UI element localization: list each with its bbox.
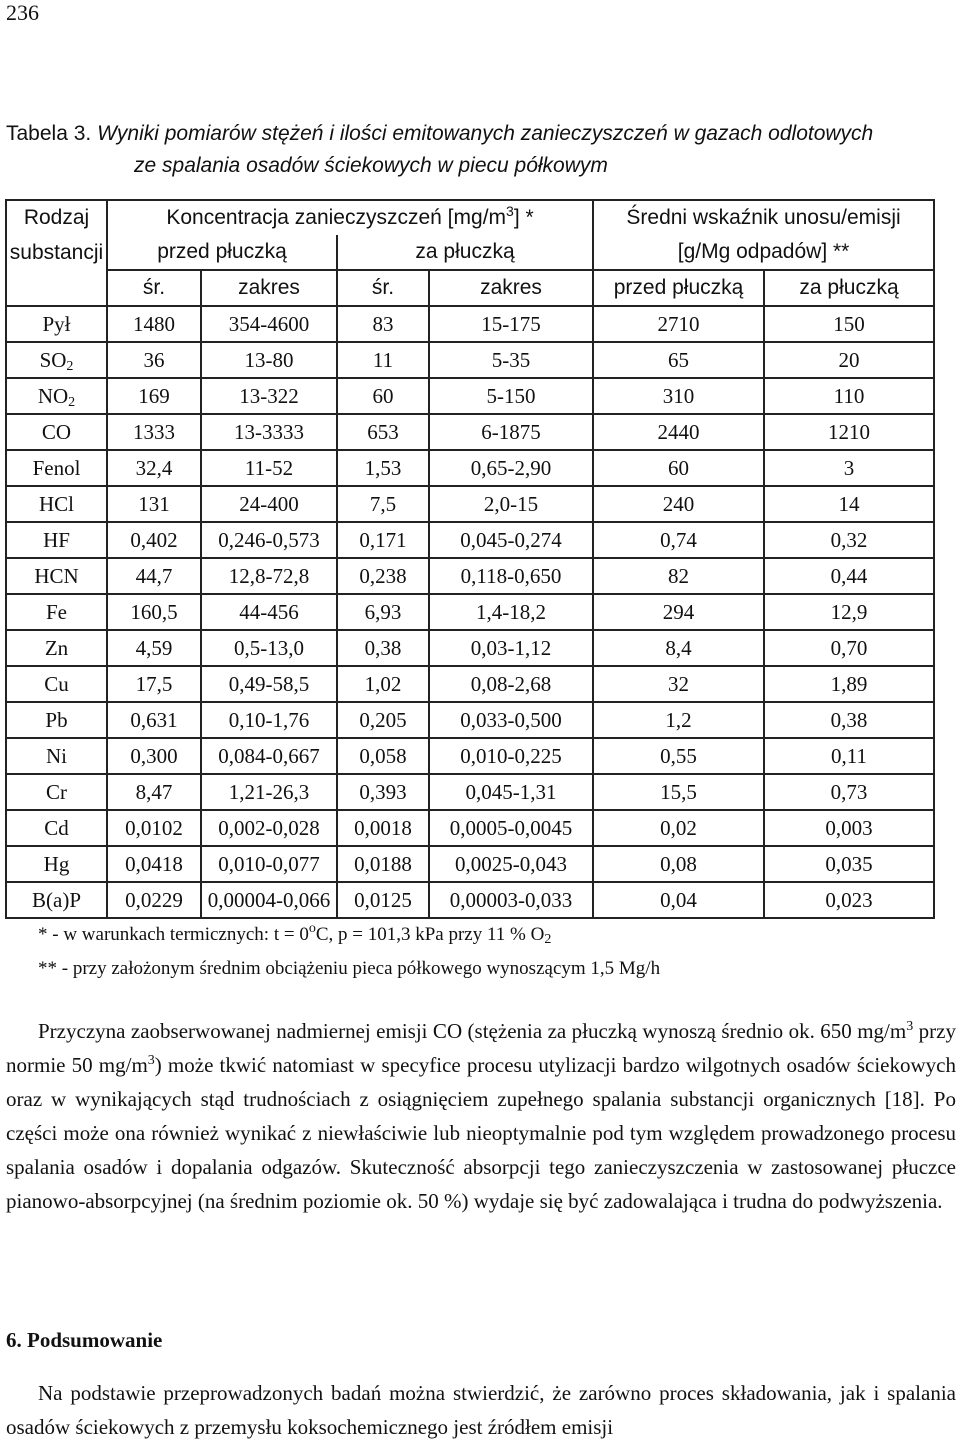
cell-c: 6,93 — [337, 594, 429, 630]
cell-c: 0,393 — [337, 774, 429, 810]
cell-c: 11 — [337, 342, 429, 378]
footnote-1-sub: 2 — [544, 932, 552, 947]
closing-paragraph — [6, 1376, 956, 1444]
table-row — [6, 774, 934, 810]
header-sr-1: śr. — [107, 270, 201, 306]
table-row — [6, 378, 934, 414]
cell-e: 8,4 — [593, 630, 764, 666]
substance-name: HCl — [38, 491, 74, 516]
substance-name: Fenol — [32, 455, 81, 480]
cell-d: 5-150 — [429, 378, 593, 414]
cell-e: 60 — [593, 450, 764, 486]
cell-d: 0,65-2,90 — [429, 450, 593, 486]
cell-a: 131 — [107, 486, 201, 522]
header-sr-2: śr. — [337, 270, 429, 306]
results-table — [5, 199, 935, 919]
cell-c: 0,205 — [337, 702, 429, 738]
cell-a: 32,4 — [107, 450, 201, 486]
paragraph-1-sup-1: 3 — [906, 1019, 914, 1034]
cell-e: 65 — [593, 342, 764, 378]
cell-d: 2,0-15 — [429, 486, 593, 522]
substance-name: SO — [39, 347, 67, 372]
paragraph-1-part-2: przy normie 50 mg/m — [6, 1019, 956, 1077]
table-row — [6, 738, 934, 774]
cell-d: 5-35 — [429, 342, 593, 378]
cell-b: 0,084-0,667 — [201, 738, 337, 774]
header-koncentracja-text: Koncentracja zanieczyszczeń [mg/m — [166, 206, 507, 229]
header-przed-2: przed płuczką — [593, 270, 764, 306]
cell-d: 0,010-0,225 — [429, 738, 593, 774]
cell-e: 1,2 — [593, 702, 764, 738]
cell-e: 2440 — [593, 414, 764, 450]
cell-f: 0,11 — [764, 738, 934, 774]
cell-c: 1,53 — [337, 450, 429, 486]
cell-f: 0,73 — [764, 774, 934, 810]
cell-e: 0,02 — [593, 810, 764, 846]
cell-substance — [6, 414, 107, 450]
cell-f: 12,9 — [764, 594, 934, 630]
cell-b: 12,8-72,8 — [201, 558, 337, 594]
closing-text: Na podstawie przeprowadzonych badań można stwierdzić, że zarówno proces składowania, jak i spalania osadów ściekowych z przemysłu koksochemicznego jest źródłem emisji — [6, 1381, 956, 1439]
table-row — [6, 630, 934, 666]
cell-substance — [6, 810, 107, 846]
cell-f: 0,003 — [764, 810, 934, 846]
cell-f: 150 — [764, 306, 934, 342]
table-row — [6, 810, 934, 846]
cell-a: 0,0418 — [107, 846, 201, 882]
cell-f: 0,70 — [764, 630, 934, 666]
header-zakres-1: zakres — [201, 270, 337, 306]
cell-f: 0,38 — [764, 702, 934, 738]
cell-b: 11-52 — [201, 450, 337, 486]
cell-d: 0,045-0,274 — [429, 522, 593, 558]
cell-substance — [6, 378, 107, 414]
table-row — [6, 702, 934, 738]
table-row — [6, 594, 934, 630]
table-row — [6, 450, 934, 486]
header-koncentracja-post: ] * — [513, 206, 534, 229]
cell-b: 0,246-0,573 — [201, 522, 337, 558]
cell-b: 0,10-1,76 — [201, 702, 337, 738]
table-row — [6, 666, 934, 702]
table-row — [6, 414, 934, 450]
cell-c: 60 — [337, 378, 429, 414]
cell-a: 8,47 — [107, 774, 201, 810]
body-paragraph — [6, 1014, 956, 1218]
table-row — [6, 306, 934, 342]
substance-name: Fe — [46, 599, 67, 624]
header-empty — [6, 270, 107, 306]
cell-substance — [6, 630, 107, 666]
cell-c: 0,238 — [337, 558, 429, 594]
cell-d: 15-175 — [429, 306, 593, 342]
paragraph-1-part-1: Przyczyna zaobserwowanej nadmiernej emisji CO (stężenia za płuczką wynoszą średnio ok. 650 mg/m — [38, 1019, 907, 1043]
cell-a: 36 — [107, 342, 201, 378]
header-row-1 — [6, 200, 934, 235]
cell-f: 0,44 — [764, 558, 934, 594]
section-heading: 6. Podsumowanie — [6, 1328, 163, 1352]
cell-a: 1333 — [107, 414, 201, 450]
cell-a: 4,59 — [107, 630, 201, 666]
caption-label: Tabela 3. — [6, 122, 92, 145]
table-body — [6, 306, 934, 918]
cell-a: 17,5 — [107, 666, 201, 702]
cell-f: 0,035 — [764, 846, 934, 882]
substance-name: CO — [41, 419, 72, 444]
cell-substance — [6, 306, 107, 342]
header-koncentracja-sup: 3 — [506, 203, 514, 219]
substance-name: NO — [37, 383, 69, 408]
footnote-2: ** - przy założonym średnim obciążeniu pieca półkowego wynoszącym 1,5 Mg/h — [38, 958, 661, 979]
cell-b: 0,49-58,5 — [201, 666, 337, 702]
cell-a: 0,402 — [107, 522, 201, 558]
substance-name: Hg — [43, 851, 70, 876]
cell-b: 0,00004-0,066 — [201, 882, 337, 918]
header-substancji: substancji — [6, 235, 107, 270]
cell-substance — [6, 486, 107, 522]
cell-substance — [6, 594, 107, 630]
header-za-2: za płuczką — [764, 270, 934, 306]
cell-f: 0,023 — [764, 882, 934, 918]
header-rodzaj: Rodzaj — [6, 200, 107, 235]
cell-a: 0,0229 — [107, 882, 201, 918]
cell-a: 169 — [107, 378, 201, 414]
cell-d: 0,118-0,650 — [429, 558, 593, 594]
cell-c: 0,38 — [337, 630, 429, 666]
cell-d: 0,0005-0,0045 — [429, 810, 593, 846]
cell-f: 0,32 — [764, 522, 934, 558]
cell-a: 0,631 — [107, 702, 201, 738]
cell-b: 0,002-0,028 — [201, 810, 337, 846]
cell-c: 1,02 — [337, 666, 429, 702]
table-caption — [6, 118, 956, 182]
substance-name: Zn — [44, 635, 69, 660]
cell-f: 3 — [764, 450, 934, 486]
cell-e: 82 — [593, 558, 764, 594]
cell-f: 1210 — [764, 414, 934, 450]
footnote-1-mid: C, p = 101,3 kPa przy 11 % O — [315, 924, 545, 945]
cell-c: 0,058 — [337, 738, 429, 774]
footnotes — [38, 918, 938, 986]
cell-d: 0,045-1,31 — [429, 774, 593, 810]
cell-e: 32 — [593, 666, 764, 702]
cell-substance — [6, 882, 107, 918]
cell-e: 0,08 — [593, 846, 764, 882]
header-za: za płuczką — [337, 235, 593, 270]
header-sredni: Średni wskaźnik unosu/emisji — [593, 200, 934, 235]
caption-line2: ze spalania osadów ściekowych w piecu półkowym — [134, 154, 608, 177]
cell-e: 15,5 — [593, 774, 764, 810]
cell-b: 13-322 — [201, 378, 337, 414]
substance-name: B(a)P — [32, 887, 81, 912]
cell-substance — [6, 702, 107, 738]
cell-a: 44,7 — [107, 558, 201, 594]
cell-a: 0,300 — [107, 738, 201, 774]
cell-b: 44-456 — [201, 594, 337, 630]
cell-d: 0,0025-0,043 — [429, 846, 593, 882]
substance-name: Pb — [45, 707, 68, 732]
substance-name: HF — [43, 527, 70, 552]
cell-d: 0,08-2,68 — [429, 666, 593, 702]
header-przed: przed płuczką — [107, 235, 337, 270]
header-zakres-2: zakres — [429, 270, 593, 306]
cell-d: 1,4-18,2 — [429, 594, 593, 630]
table-row — [6, 558, 934, 594]
cell-b: 0,010-0,077 — [201, 846, 337, 882]
footnote-1 — [38, 918, 938, 952]
cell-substance — [6, 774, 107, 810]
cell-b: 354-4600 — [201, 306, 337, 342]
cell-c: 0,171 — [337, 522, 429, 558]
cell-substance — [6, 846, 107, 882]
header-row-3 — [6, 270, 934, 306]
paragraph-1 — [6, 1014, 956, 1218]
substance-subscript: 2 — [66, 358, 74, 374]
table-row — [6, 882, 934, 918]
cell-substance — [6, 450, 107, 486]
cell-b: 13-80 — [201, 342, 337, 378]
substance-name: Cd — [44, 815, 69, 840]
cell-e: 0,55 — [593, 738, 764, 774]
footnote-1-sup: o — [308, 921, 316, 936]
cell-c: 0,0018 — [337, 810, 429, 846]
footnote-1-pre: * - w warunkach termicznych: t = 0 — [38, 924, 309, 945]
cell-a: 1480 — [107, 306, 201, 342]
substance-name: Cu — [44, 671, 69, 696]
header-koncentracja — [107, 200, 593, 235]
cell-d: 0,033-0,500 — [429, 702, 593, 738]
caption-line1: Wyniki pomiarów stężeń i ilości emitowanych zanieczyszczeń w gazach odlotowych — [97, 122, 874, 145]
cell-c: 83 — [337, 306, 429, 342]
header-unit: [g/Mg odpadów] ** — [593, 235, 934, 270]
cell-d: 0,00003-0,033 — [429, 882, 593, 918]
cell-f: 20 — [764, 342, 934, 378]
cell-f: 1,89 — [764, 666, 934, 702]
cell-e: 2710 — [593, 306, 764, 342]
cell-b: 24-400 — [201, 486, 337, 522]
cell-substance — [6, 522, 107, 558]
cell-b: 13-3333 — [201, 414, 337, 450]
substance-name: Ni — [46, 743, 67, 768]
table-row — [6, 522, 934, 558]
substance-name: Pył — [42, 311, 71, 336]
cell-substance — [6, 738, 107, 774]
cell-b: 1,21-26,3 — [201, 774, 337, 810]
cell-c: 0,0188 — [337, 846, 429, 882]
cell-c: 0,0125 — [337, 882, 429, 918]
cell-e: 294 — [593, 594, 764, 630]
cell-b: 0,5-13,0 — [201, 630, 337, 666]
cell-a: 0,0102 — [107, 810, 201, 846]
cell-d: 0,03-1,12 — [429, 630, 593, 666]
page-number: 236 — [6, 0, 39, 25]
substance-name: Cr — [46, 779, 67, 804]
cell-e: 240 — [593, 486, 764, 522]
cell-f: 14 — [764, 486, 934, 522]
paragraph-1-sup-2: 3 — [147, 1053, 155, 1068]
substance-subscript: 2 — [68, 394, 76, 410]
cell-e: 0,04 — [593, 882, 764, 918]
paragraph-1-part-3: ) może tkwić natomiast w specyfice procesu utylizacji bardzo wilgotnych osadów ściekowych oraz w wynikających stąd trudnościach z osiągnięciem zupełnego spalania substancji organicznych [18]. Po części może ona również wynikać z niewłaściwie lub nieoptymalnie pod tym względem prowadzonego procesu spalania osadów i dopalania odgazów. Skuteczność absorpcji tego zanieczyszczenia w zastosowanej płuczce pianowo-absorpcyjnej (na średnim poziomie ok. 50 %) wydaje się być zadowalająca i trudna do podwyższenia. — [6, 1053, 956, 1213]
cell-d: 6-1875 — [429, 414, 593, 450]
header-row-2 — [6, 235, 934, 270]
cell-c: 7,5 — [337, 486, 429, 522]
cell-e: 310 — [593, 378, 764, 414]
substance-name: HCN — [34, 563, 79, 588]
cell-f: 110 — [764, 378, 934, 414]
table-row — [6, 486, 934, 522]
table-row — [6, 846, 934, 882]
cell-substance — [6, 558, 107, 594]
cell-e: 0,74 — [593, 522, 764, 558]
cell-substance — [6, 342, 107, 378]
cell-substance — [6, 666, 107, 702]
table-row — [6, 342, 934, 378]
cell-a: 160,5 — [107, 594, 201, 630]
cell-c: 653 — [337, 414, 429, 450]
